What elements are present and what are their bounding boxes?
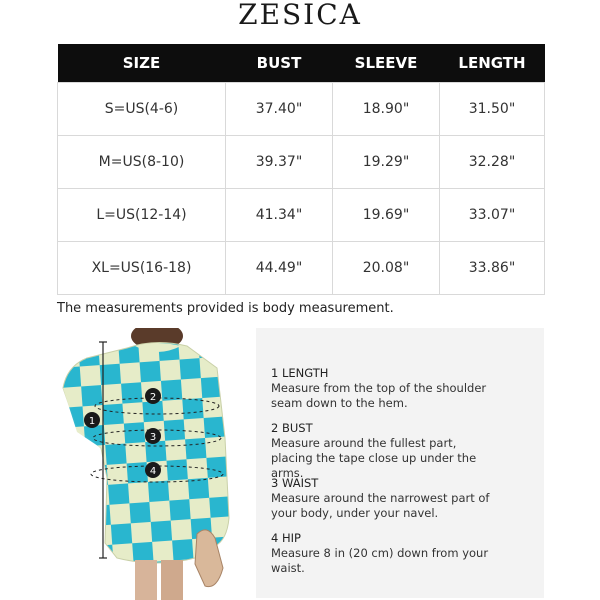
measurement-guide-panel [256, 328, 544, 598]
guide-item-waist [271, 476, 491, 521]
table-row [58, 83, 545, 136]
guide-title: 4 HIP [271, 531, 301, 545]
cell-size: M=US(8-10) [58, 136, 226, 189]
cell-size: XL=US(16-18) [58, 242, 226, 295]
marker-bust-icon [145, 388, 161, 404]
guide-text: Measure around the narrowest part of your body, under your navel. [271, 491, 490, 520]
marker-label-3: 3 [149, 432, 157, 443]
header-sleeve: SLEEVE [333, 44, 440, 83]
table-row [58, 189, 545, 242]
model-photo [57, 328, 237, 600]
header-size: SIZE [58, 44, 226, 83]
cell-size: L=US(12-14) [58, 189, 226, 242]
header-bust: BUST [226, 44, 333, 83]
brand-logo: ZESICA [238, 0, 362, 31]
table-header-row [58, 44, 545, 83]
cell-length: 33.86" [440, 242, 545, 295]
cell-sleeve: 20.08" [333, 242, 440, 295]
cell-sleeve: 19.69" [333, 189, 440, 242]
guide-text: Measure around the fullest part, placing the tape close up under the arms. [271, 436, 477, 480]
cell-bust: 44.49" [226, 242, 333, 295]
table-row [58, 136, 545, 189]
guide-title: 3 WAIST [271, 476, 319, 490]
cell-bust: 39.37" [226, 136, 333, 189]
guide-text: Measure from the top of the shoulder seam down to the hem. [271, 381, 487, 410]
header-length: LENGTH [440, 44, 545, 83]
table-row [58, 242, 545, 295]
marker-label-1: 1 [88, 416, 96, 427]
marker-waist-icon [145, 428, 161, 444]
marker-label-4: 4 [149, 466, 157, 477]
guide-text: Measure 8 in (20 cm) down from your waist. [271, 546, 489, 575]
marker-length-icon [84, 412, 100, 428]
guide-item-hip [271, 531, 521, 576]
size-chart-table [57, 44, 545, 295]
cell-sleeve: 18.90" [333, 83, 440, 136]
marker-label-2: 2 [149, 392, 157, 403]
marker-hip-icon [145, 462, 161, 478]
guide-title: 1 LENGTH [271, 366, 329, 380]
cell-bust: 37.40" [226, 83, 333, 136]
cell-length: 33.07" [440, 189, 545, 242]
measurement-note: The measurements provided is body measurement. [57, 301, 394, 316]
guide-item-length [271, 366, 491, 411]
cell-length: 31.50" [440, 83, 545, 136]
cell-size: S=US(4-6) [58, 83, 226, 136]
cell-length: 32.28" [440, 136, 545, 189]
guide-title: 2 BUST [271, 421, 313, 435]
guide-item-bust [271, 421, 501, 481]
cell-sleeve: 19.29" [333, 136, 440, 189]
cell-bust: 41.34" [226, 189, 333, 242]
